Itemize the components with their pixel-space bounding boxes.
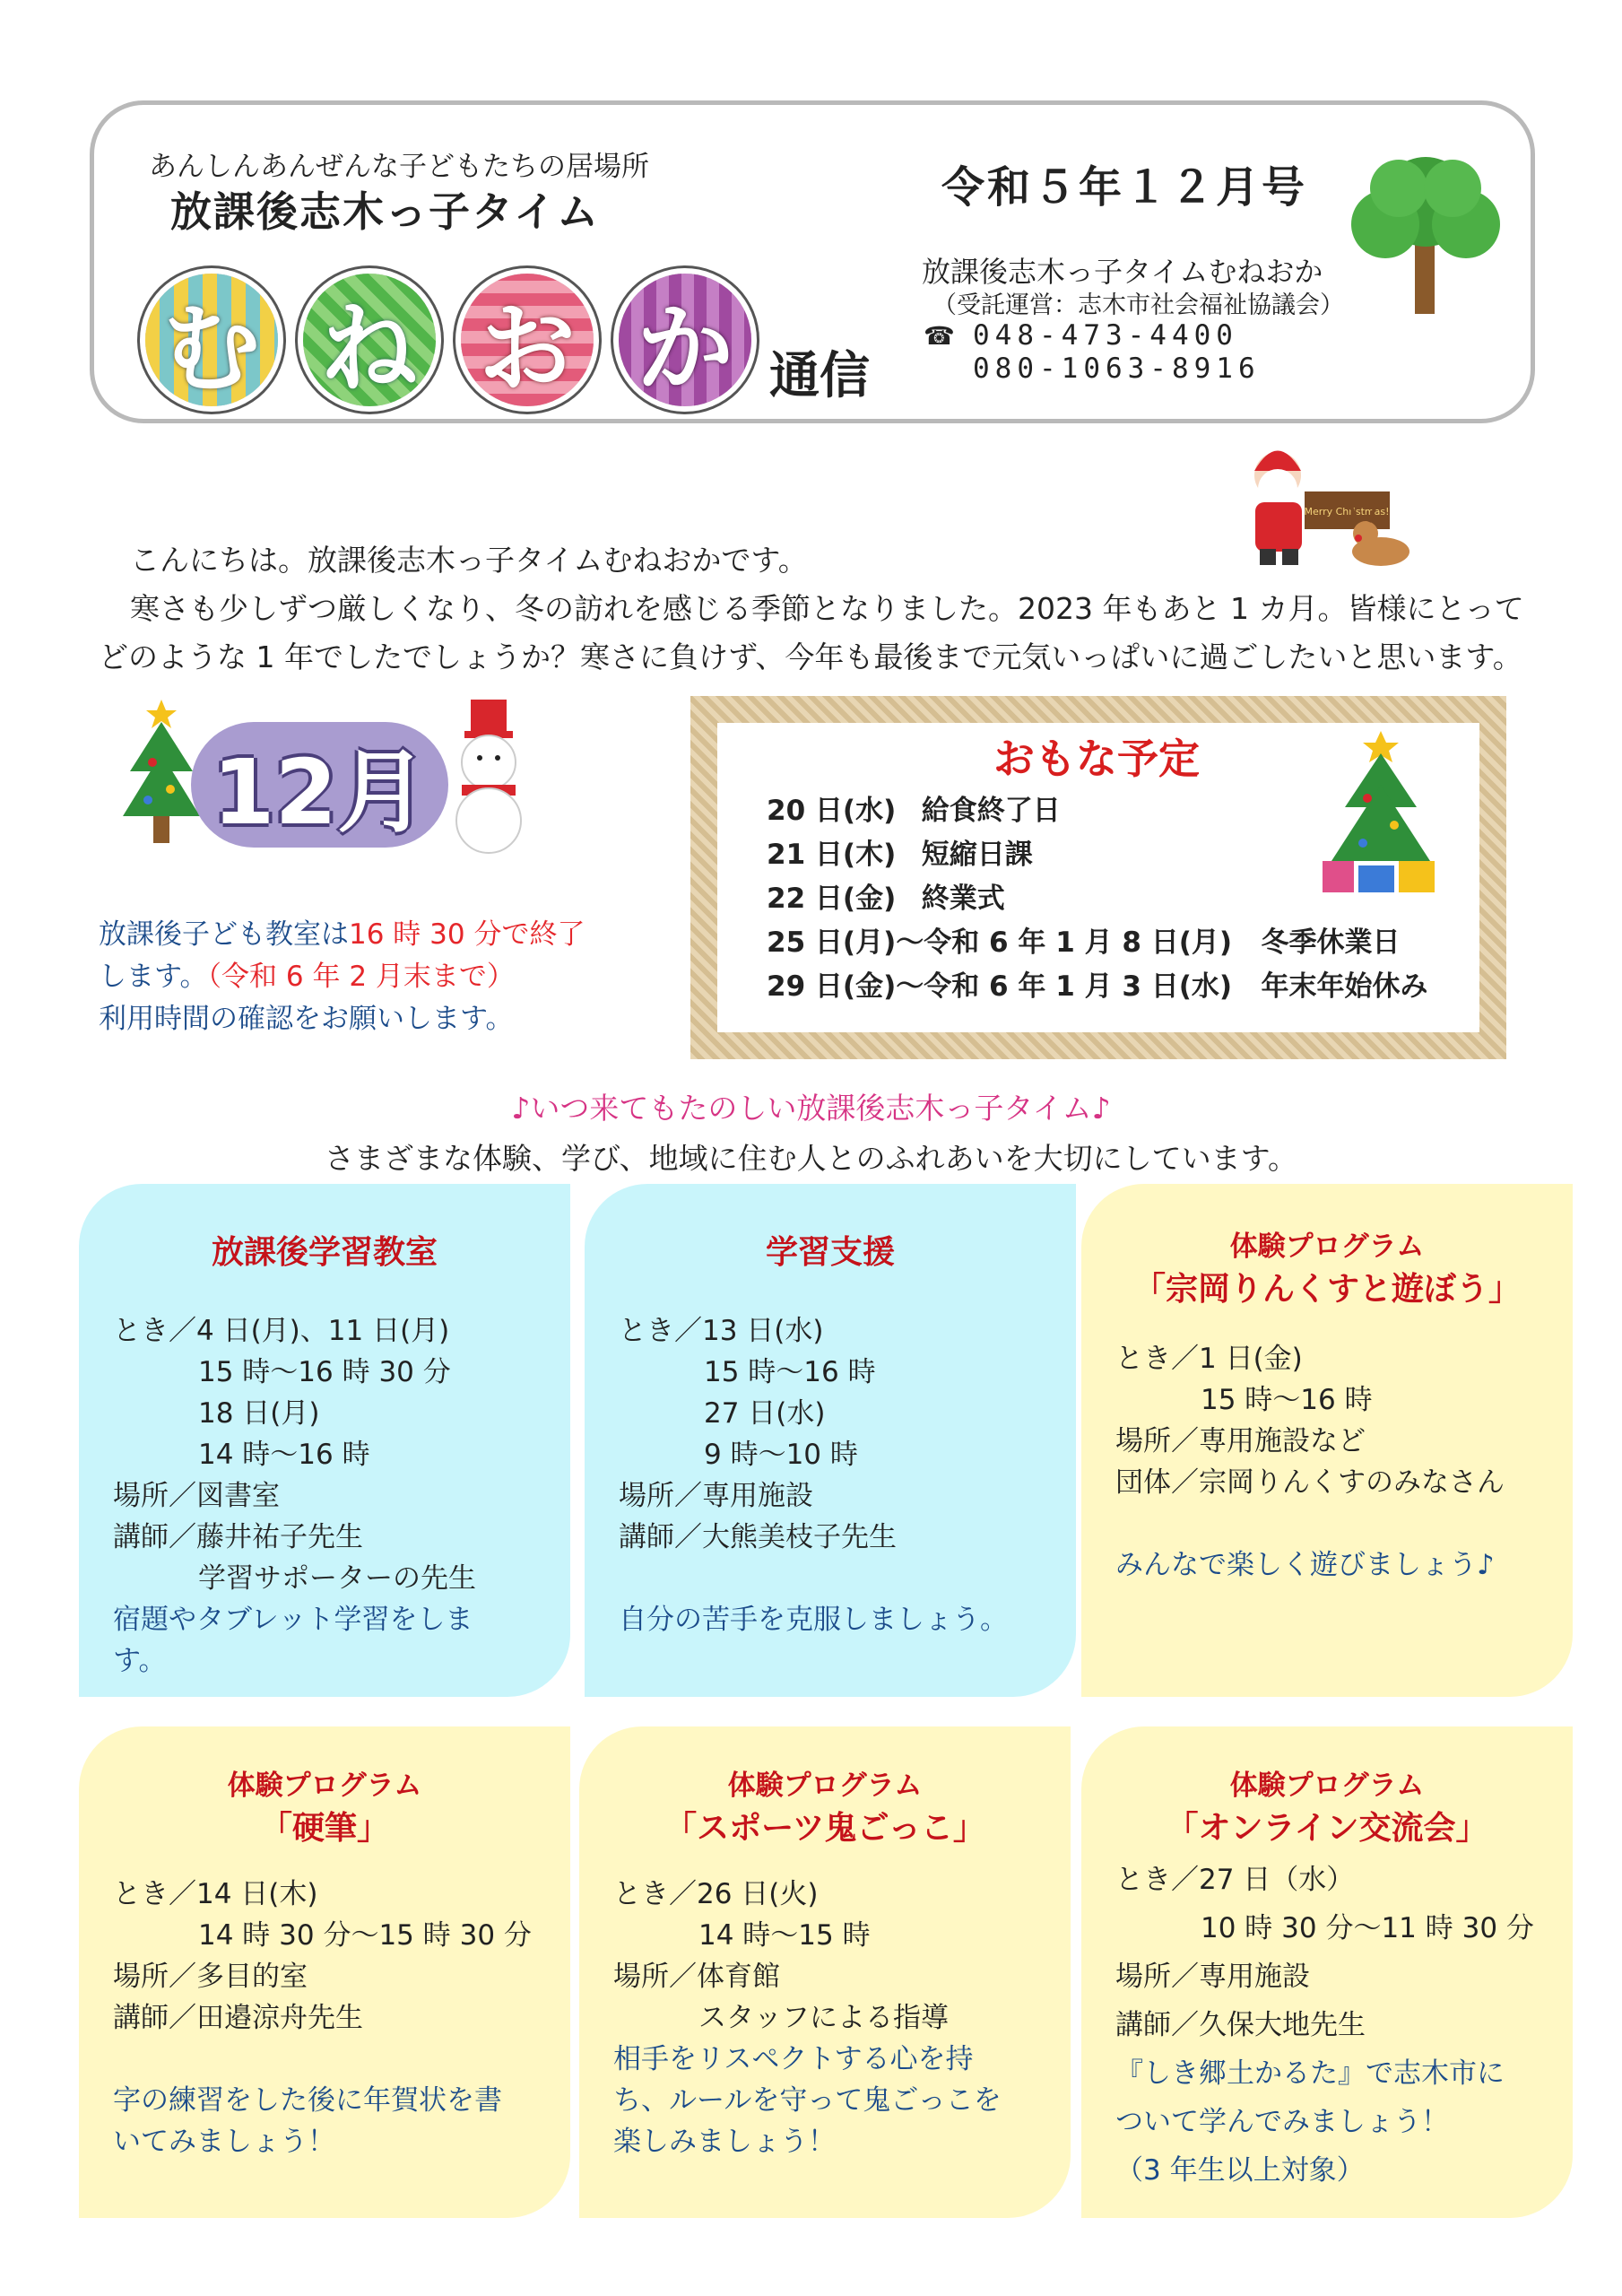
card-line: とき／13 日(水) bbox=[619, 1315, 824, 1347]
card-title: 「硬筆」 bbox=[259, 1810, 389, 1847]
card-line: 場所／図書室 bbox=[113, 1480, 280, 1512]
card-calligraphy-program bbox=[79, 1726, 570, 2218]
phone-icon: ☎ bbox=[924, 321, 955, 351]
card-message: ついて学んでみましょう！ bbox=[1115, 2106, 1449, 2138]
card-line: 14 時～16 時 bbox=[198, 1439, 370, 1471]
card-tag: 体験プログラム bbox=[227, 1770, 422, 1802]
card-line: 15 時～16 時 30 分 bbox=[198, 1356, 451, 1388]
merry-christmas-sign: Merry Christmas! bbox=[1304, 506, 1390, 517]
card-online-exchange-program bbox=[1081, 1726, 1573, 2218]
card-line: 14 時～15 時 bbox=[698, 1919, 871, 1952]
card-line: 場所／専用施設など bbox=[1115, 1425, 1366, 1457]
org-name: 放課後志木っ子タイムむねおか bbox=[922, 255, 1323, 289]
schedule-item bbox=[767, 875, 1005, 916]
title-char-mu: む bbox=[145, 274, 278, 406]
card-line: 9 時～10 時 bbox=[704, 1439, 858, 1471]
card-title: 放課後学習教室 bbox=[211, 1234, 438, 1271]
card-line: 10 時 30 分～11 時 30 分 bbox=[1201, 1912, 1534, 1944]
intro-line-2: 寒さも少しずつ厳しくなり、冬の訪れを感じる季節となりました。2023 年もあと 1 カ月。皆様にとって bbox=[130, 591, 1524, 626]
card-linkus-program bbox=[1081, 1184, 1573, 1697]
card-message: 字の練習をした後に年賀状を書 bbox=[113, 2084, 502, 2117]
card-study-support bbox=[585, 1184, 1076, 1697]
card-message: 相手をリスペクトする心を持 bbox=[613, 2043, 974, 2075]
program-name: 放課後志木っ子タイム bbox=[170, 187, 601, 236]
card-tag: 体験プログラム bbox=[727, 1770, 923, 1802]
card-line: 団体／宗岡りんくすのみなさん bbox=[1115, 1466, 1505, 1499]
title-char-ne: ね bbox=[303, 274, 436, 406]
schedule-item bbox=[767, 831, 1033, 872]
card-message: ち、ルールを守って鬼ごっこを bbox=[613, 2084, 1002, 2117]
title-suffix: 通信 bbox=[769, 347, 870, 405]
card-line: 場所／多目的室 bbox=[113, 1961, 308, 1993]
card-message: （3 年生以上対象） bbox=[1115, 2154, 1365, 2187]
schedule-event: 短縮日課 bbox=[921, 839, 1033, 871]
tree-icon bbox=[1345, 148, 1506, 318]
schedule-date: 22 日(金) bbox=[767, 883, 897, 915]
card-title: 「オンライン交流会」 bbox=[1166, 1810, 1488, 1847]
card-message: 宿題やタブレット学習をしま bbox=[113, 1604, 473, 1636]
card-message: 自分の苦手を克服しましょう。 bbox=[619, 1604, 1008, 1636]
card-message: いてみましょう！ bbox=[113, 2126, 335, 2158]
card-line: 学習サポーターの先生 bbox=[198, 1562, 476, 1595]
schedule-event: 年末年始休み bbox=[1261, 970, 1428, 1003]
intro-line-3: どのような 1 年でしたでしょうか？寒さに負けず、今年も最後まで元気いっぱいに過ごしたいと思います。 bbox=[99, 639, 1522, 674]
card-after-school-study bbox=[79, 1184, 570, 1697]
notice-line-3: 利用時間の確認をお願いします。 bbox=[99, 1003, 514, 1035]
card-line: とき／26 日(火) bbox=[613, 1878, 819, 1910]
issue-label: 令和５年１２月号 bbox=[941, 162, 1308, 213]
spacer bbox=[1115, 1503, 1539, 1544]
card-line: 講師／久保大地先生 bbox=[1115, 2009, 1366, 2041]
card-line: 14 時 30 分～15 時 30 分 bbox=[198, 1919, 532, 1952]
card-sports-tag-program bbox=[579, 1726, 1071, 2218]
notice-text-1: 放課後子ども教室は bbox=[99, 918, 349, 951]
card-line: 場所／体育館 bbox=[613, 1961, 780, 1993]
notice-period: （令和 6 年 2 月末まで） bbox=[207, 961, 515, 993]
month-badge: 12月 bbox=[191, 722, 448, 848]
schedule-title: おもな予定 bbox=[993, 735, 1200, 783]
schedule-event: 給食終了日 bbox=[921, 795, 1061, 827]
card-message: 楽しみましょう！ bbox=[613, 2126, 836, 2158]
title-char-ka: か bbox=[619, 274, 751, 406]
santa-reindeer-icon bbox=[1215, 439, 1421, 574]
card-line: 27 日(水) bbox=[704, 1397, 826, 1430]
schedule-item bbox=[767, 919, 1400, 960]
schedule-date: 25 日(月)～令和 6 年 1 月 8 日(月) bbox=[767, 926, 1233, 959]
card-line: スタッフによる指導 bbox=[698, 2002, 949, 2034]
card-line: 場所／専用施設 bbox=[619, 1480, 813, 1512]
spacer bbox=[619, 1558, 1042, 1599]
notice-end-time: 16 時 30 分で終了 bbox=[349, 918, 585, 951]
card-message: す。 bbox=[113, 1645, 167, 1677]
card-line: とき／27 日（水） bbox=[1115, 1864, 1355, 1896]
christmas-tree-small-icon bbox=[121, 691, 202, 852]
card-line: とき／1 日(金) bbox=[1115, 1343, 1303, 1375]
card-tag: 体験プログラム bbox=[1229, 1770, 1425, 1802]
snowman-icon bbox=[439, 695, 538, 857]
intro-line-1: こんにちは。放課後志木っ子タイムむねおかです。 bbox=[130, 543, 808, 578]
card-message: みんなで楽しく遊びましょう♪ bbox=[1115, 1549, 1495, 1581]
spacer bbox=[113, 2039, 536, 2080]
card-title: 「宗岡りんくすと遊ぼう」 bbox=[1132, 1271, 1521, 1308]
operator-note: （受託運営：志木市社会福祉協議会） bbox=[932, 291, 1344, 319]
slogan: ♪いつ来てもたのしい放課後志木っ子タイム♪ bbox=[511, 1091, 1111, 1126]
card-line: 講師／田邉涼舟先生 bbox=[113, 2002, 363, 2034]
christmas-tree-gifts-icon bbox=[1318, 726, 1444, 897]
card-tag: 体験プログラム bbox=[1229, 1231, 1425, 1263]
card-line: 講師／藤井祐子先生 bbox=[113, 1521, 363, 1553]
card-title: 学習支援 bbox=[765, 1234, 895, 1271]
schedule-event: 終業式 bbox=[921, 883, 1005, 915]
card-line: とき／4 日(月)、11 日(月) bbox=[113, 1315, 450, 1347]
phone-number-2: 080-1063-8916 bbox=[973, 352, 1261, 385]
schedule-event: 冬季休業日 bbox=[1261, 926, 1401, 959]
slogan-subtext: さまざまな体験、学び、地域に住む人とのふれあいを大切にしています。 bbox=[324, 1141, 1298, 1176]
notice-text-2: します。 bbox=[99, 961, 208, 993]
schedule-date: 29 日(金)～令和 6 年 1 月 3 日(水) bbox=[767, 970, 1233, 1003]
card-line: とき／14 日(木) bbox=[113, 1878, 318, 1910]
card-line: 18 日(月) bbox=[198, 1397, 320, 1430]
title-char-o: お bbox=[461, 274, 594, 406]
card-line: 場所／専用施設 bbox=[1115, 1961, 1310, 1993]
tagline: あんしんあんぜんな子どもたちの居場所 bbox=[149, 151, 649, 183]
card-line: 講師／大熊美枝子先生 bbox=[619, 1521, 897, 1553]
schedule-date: 20 日(水) bbox=[767, 795, 897, 827]
schedule-date: 21 日(木) bbox=[767, 839, 897, 871]
schedule-item bbox=[767, 963, 1427, 1004]
notice-line-1 bbox=[99, 911, 585, 952]
card-title: 「スポーツ鬼ごっこ」 bbox=[664, 1810, 985, 1847]
card-message: 『しき郷土かるた』で志木市に bbox=[1115, 2057, 1505, 2090]
notice-line-2 bbox=[99, 953, 515, 994]
card-line: 15 時～16 時 bbox=[1201, 1384, 1373, 1416]
schedule-item bbox=[767, 787, 1061, 828]
phone-number-1: 048-473-4400 bbox=[973, 319, 1238, 352]
card-line: 15 時～16 時 bbox=[704, 1356, 876, 1388]
